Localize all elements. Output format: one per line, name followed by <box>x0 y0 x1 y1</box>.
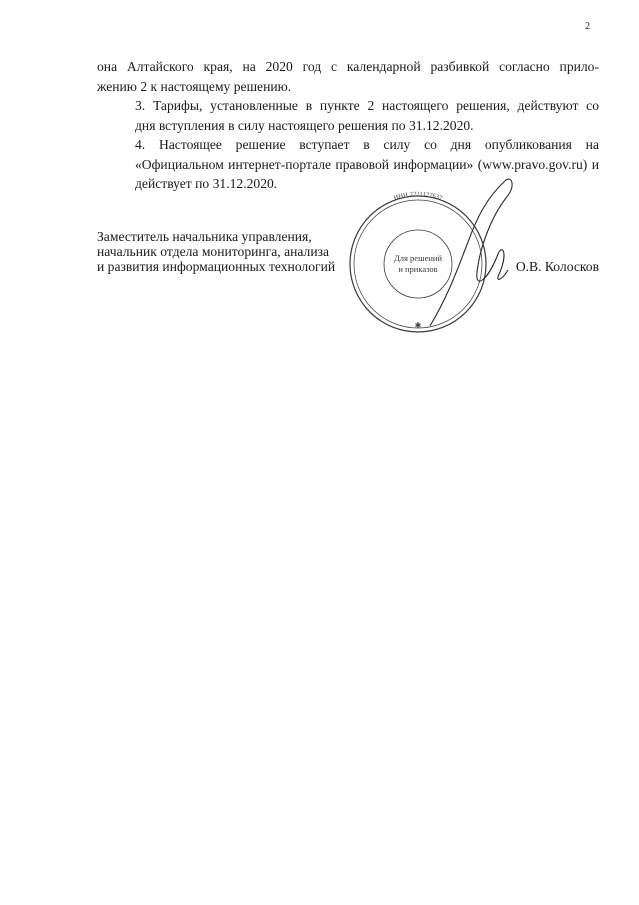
paragraph-3-line-1: 4. Настоящее решение вступает в силу со дня опубликования на <box>135 137 599 152</box>
stamp-center-line-2: и приказов <box>398 264 438 274</box>
paragraph-2 <box>97 96 599 135</box>
signer-position-line-3: и развития информационных технологий <box>97 259 336 274</box>
paragraph-1-line-2: жению 2 к настоящему решению. <box>97 78 292 94</box>
paragraph-2-line-2: дня вступления в силу настоящего решения по 31.12.2020. <box>135 117 474 133</box>
handwritten-signature <box>430 179 512 326</box>
paragraph-3-line-2: «Официальном интернет-портале правовой информации» (www.pravo.gov.ru) и <box>135 156 599 172</box>
stamp-star-icon: ✱ <box>414 321 422 330</box>
signer-position-line-1: Заместитель начальника управления, <box>97 229 312 244</box>
stamp-center-line-1: Для решений <box>393 253 443 263</box>
document-body <box>97 57 599 194</box>
paragraph-1-line-1: она Алтайского края, на 2020 год с календарной разбивкой согласно прило- <box>97 59 599 74</box>
stamp-ring-text: ИНН 2221127637 <box>392 190 444 203</box>
official-stamp <box>330 176 530 336</box>
signer-position-line-2: начальник отдела мониторинга, анализа <box>97 244 330 259</box>
signer-name: О.В. Колосков <box>515 259 599 274</box>
paragraph-1 <box>97 57 599 96</box>
paragraph-3-line-3: действует по 31.12.2020. <box>135 176 278 191</box>
paragraph-2-line-1: 3. Тарифы, установленные в пункте 2 настоящего решения, действуют со <box>135 98 599 113</box>
page-number: 2 <box>585 21 590 32</box>
